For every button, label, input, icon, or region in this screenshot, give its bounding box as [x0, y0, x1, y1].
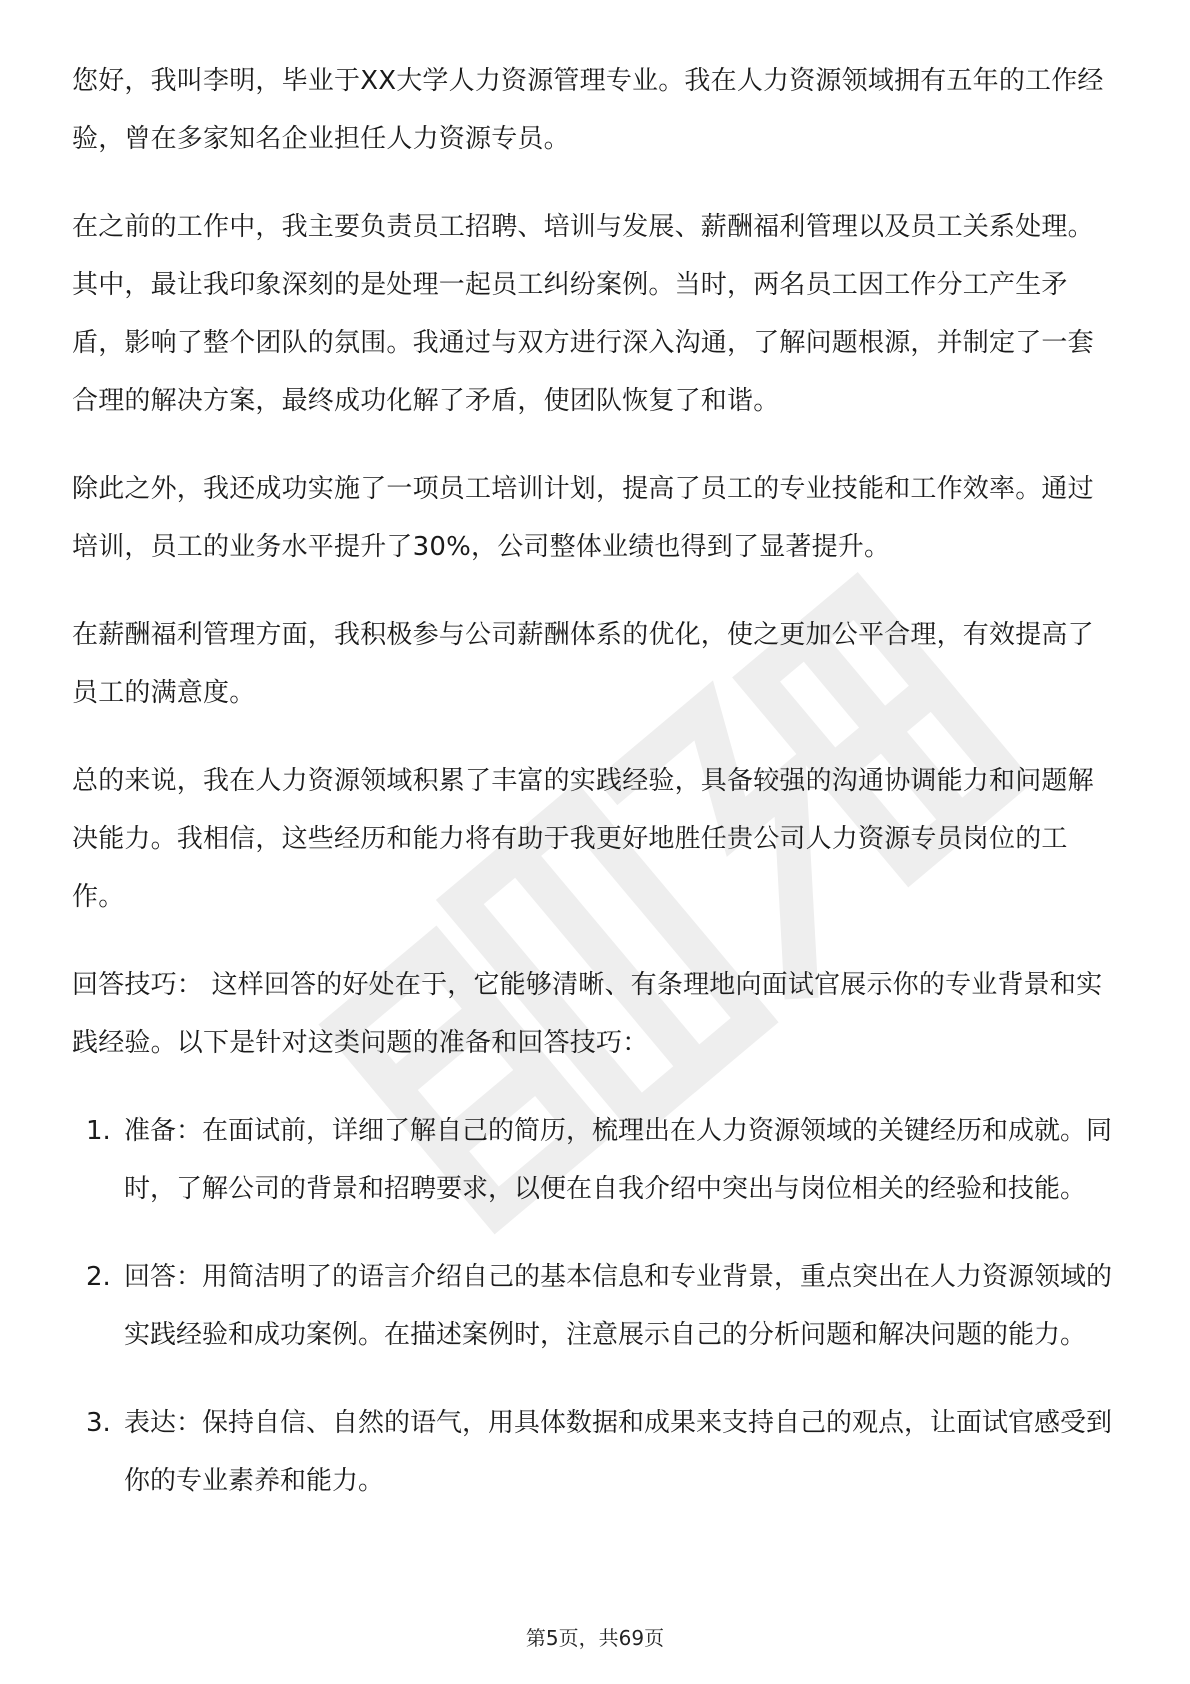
paragraph-answer-tips: 回答技巧： 这样回答的好处在于，它能够清晰、有条理地向面试官展示你的专业背景和实践经验。以下是针对这类问题的准备和回答技巧：	[72, 970, 1103, 1058]
tips-list	[72, 1102, 1118, 1510]
page-footer	[0, 1624, 1190, 1652]
list-item-number: 3.	[86, 1408, 111, 1438]
paragraph-summary: 总的来说，我在人力资源领域积累了丰富的实践经验，具备较强的沟通协调能力和问题解决能力。我相信，这些经历和能力将有助于我更好地胜任贵公司人力资源专员岗位的工作。	[72, 766, 1094, 912]
paragraph-compensation: 在薪酬福利管理方面，我积极参与公司薪酬体系的优化，使之更加公平合理，有效提高了员工的满意度。	[72, 620, 1094, 708]
paragraph-experience: 在之前的工作中，我主要负责员工招聘、培训与发展、薪酬福利管理以及员工关系处理。其中，最让我印象深刻的是处理一起员工纠纷案例。当时，两名员工因工作分工产生矛盾，影响了整个团队的氛围。我通过与双方进行深入沟通，了解问题根源，并制定了一套合理的解决方案，最终成功化解了矛盾，使团队恢复了和谐。	[72, 212, 1094, 416]
list-item	[72, 1248, 1118, 1364]
page-number: 第5页，共69页	[525, 1626, 665, 1650]
document-body	[72, 52, 1118, 1540]
paragraph-intro: 您好，我叫李明，毕业于XX大学人力资源管理专业。我在人力资源领域拥有五年的工作经验，曾在多家知名企业担任人力资源专员。	[72, 66, 1104, 154]
list-item-text: 表达：保持自信、自然的语气，用具体数据和成果来支持自己的观点，让面试官感受到你的专业素养和能力。	[124, 1408, 1113, 1496]
list-item	[72, 1102, 1118, 1218]
list-item-number: 2.	[86, 1262, 111, 1292]
list-item	[72, 1394, 1118, 1510]
list-item-text: 准备：在面试前，详细了解自己的简历，梳理出在人力资源领域的关键经历和成就。同时，了解公司的背景和招聘要求，以便在自我介绍中突出与岗位相关的经验和技能。	[124, 1116, 1113, 1204]
paragraph-training: 除此之外，我还成功实施了一项员工培训计划，提高了员工的专业技能和工作效率。通过培训，员工的业务水平提升了30%，公司整体业绩也得到了显著提升。	[72, 474, 1094, 562]
list-item-number: 1.	[86, 1116, 111, 1146]
list-item-text: 回答：用简洁明了的语言介绍自己的基本信息和专业背景，重点突出在人力资源领域的实践经验和成功案例。在描述案例时，注意展示自己的分析问题和解决问题的能力。	[124, 1262, 1113, 1350]
